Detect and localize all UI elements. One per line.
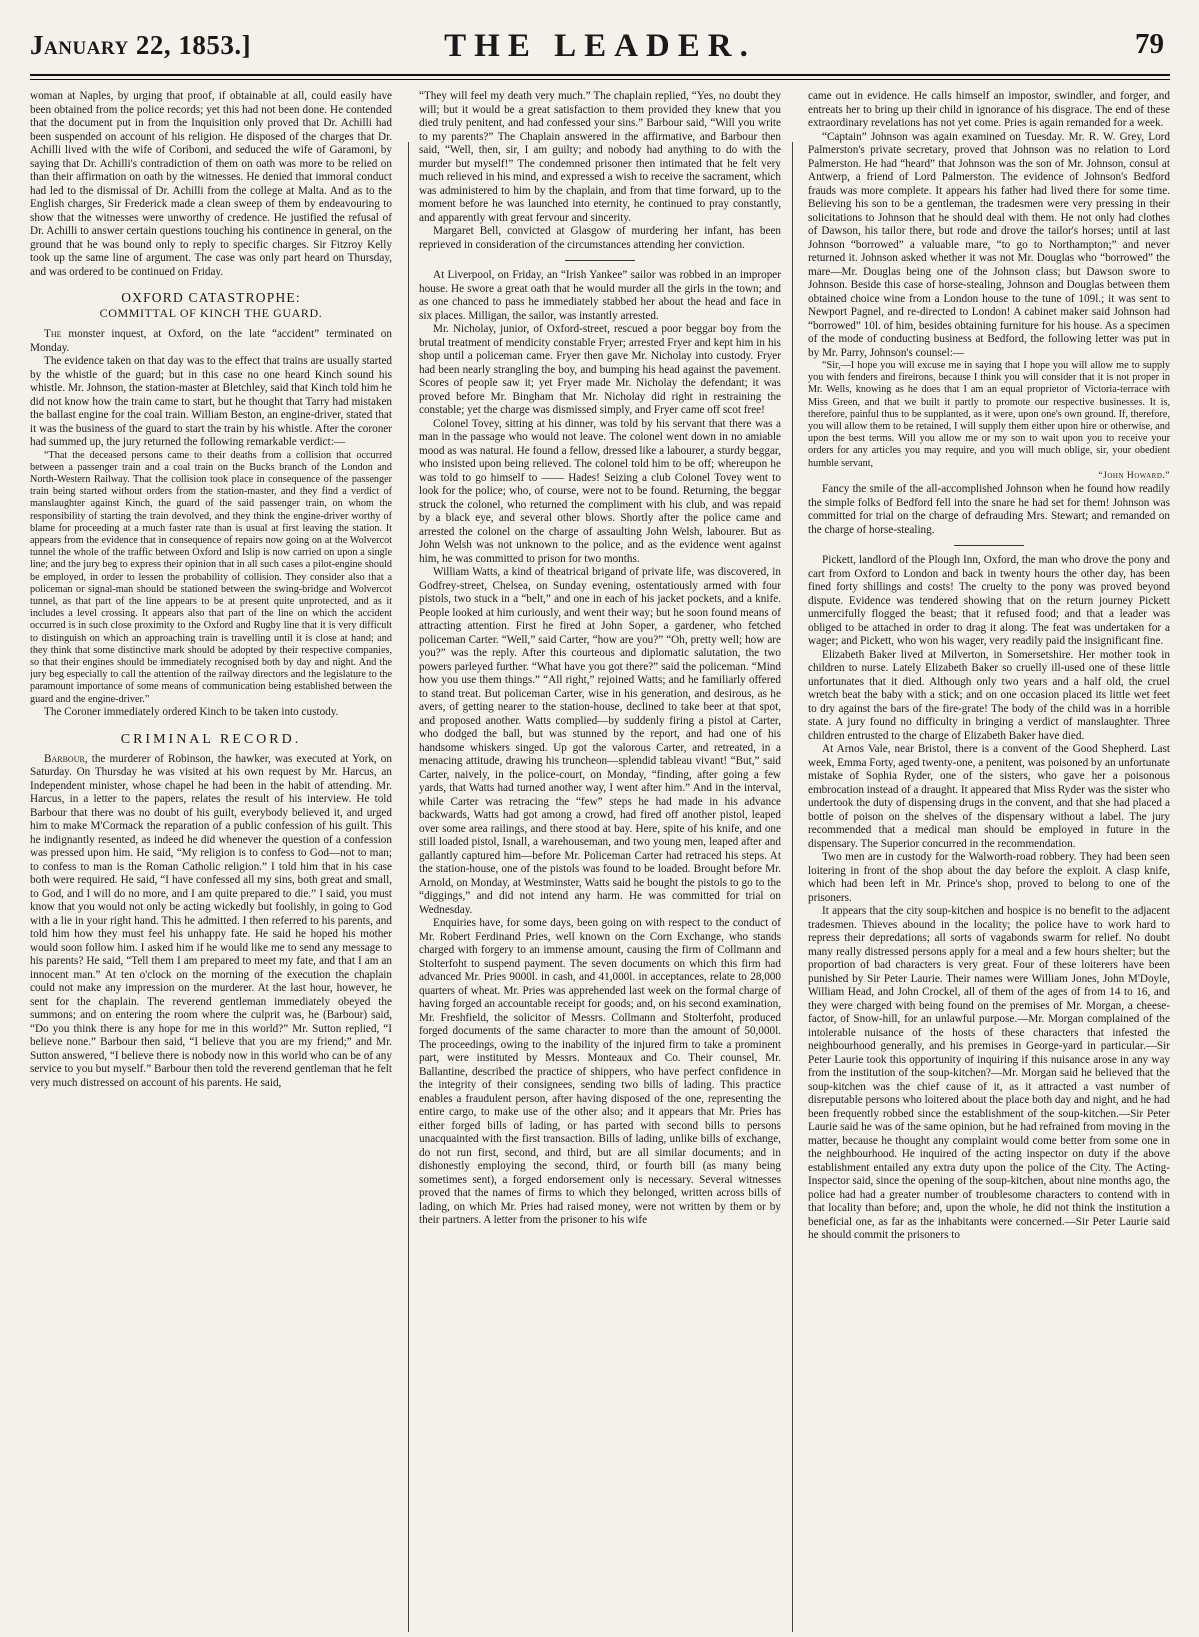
page-number: 79 (1135, 28, 1164, 60)
lead-word: The (44, 328, 62, 340)
letter-signature: “John Howard.” (1098, 470, 1170, 481)
column-3 (808, 90, 1170, 1620)
pries-paragraph: Enquiries have, for some days, been going on with respect to the conduct of Mr. Robert Ferdinand Pries, well known on the Corn Exchange, who stands charged with forgery to an immense amount, causing the firm of Collmann and Stolterfoht to suspend payment. The seven documents on which this firm had advanced Mr. Pries 9000l. in cash, and 41,000l. in acceptances, relate to 28,000 quarters of wheat. Mr. Pries was apprehended last week on the formal charge of having forged an accountable receipt for goods; and, on his second examination, Mr. Freshfield, the solicitor of Messrs. Collmann and Stolterfoht, produced forged documents of the same character to more than the amount of 50,000l. The proceedings, owing to the inability of the injured firm to take a prominent part, were instituted by Messrs. Monteaux and Co. Their counsel, Mr. Ballantine, described the practice of shippers, who have perfect confidence in the integrity of their consignees, sending two bills of lading. This practice enables a fraudulent person, after having disposed of the one, representing the entire cargo, to make use of the other also; and it appears that Mr. Pries has either forged bills of lading, or has parted with second bills to persons unacquainted with the first transaction. Bills of lading, unlike bills of exchange, do not run first, second, and third, but are all similar documents; and in dishonestly employing the second, third, or fourth bill (as many being sometimes sent), a forged endorsement only is necessary. Several witnesses proved that the names of firms to which they belonged, written across bills of lading, on which Mr. Pries had raised money, were not written by them or by their partners. A letter from the prisoner to his wife (419, 917, 781, 1226)
johnson-paragraph: “Captain” Johnson was again examined on Tuesday. Mr. R. W. Grey, Lord Palmerston's private secretary, proved that Johnson was no relation to Lord Palmerston. He had “heard” that Johnson was the son of Mr. Johnson, consul at Antwerp, a friend of Lord Palmerston. The evidence of Johnson's Bedford frauds was more complete. It appears his father had lived there for some time. Believing his son to be a gentleman, the tradesmen were very pressing in their solicitations to Johnson that he should deal with them. He not only had clothes of Dawson, his tailor there, but rode and drove the tailor's horses; until at last Johnson “borrowed” a valuable mare, “to go to Northampton;” and never returned it. Johnson asked whether it was not Mr. Douglas who “borrowed” the mare—Mr. Douglas being one of the Johnson class; but Dawson swore to Johnson. Beside this case of horse-stealing, Johnson and Douglas between them obtained choice wine from a London house to the tune of 109l.; it was sent to Newport Pagnel, and re-directed to London! A cabinet maker said Johnson had “borrowed” 10l. of him, besides obtaining furniture for his house. As a specimen of the mode of conducting business at Bedford, the following letter was put in by Mr. Parry, Johnson's counsel:— (808, 130, 1170, 359)
nicholay-paragraph: Mr. Nicholay, junior, of Oxford-street, rescued a poor beggar boy from the brutal treatment of mendicity constable Fryer; arrested Fryer and kept him in his shop until a policeman came. Fryer then gave Mr. Nicholay into custody. Fryer had been nearly strangling the boy, and bumping his head against the pavement. Scores of people saw it; yet Fryer made Mr. Nicholay the defendant; it was proved before Mr. Bingham that Mr. Nicholay did right in restraining the constable; yet the charge was dismissed simply, and Fryer came off scot free! (419, 323, 781, 416)
custody-paragraph: The Coroner immediately ordered Kinch to be taken into custody. (44, 705, 339, 718)
pries-continued-paragraph: came out in evidence. He calls himself an impostor, swindler, and forger, and entreats her to bring up their child in ignorance of his disgrace. The end of these extraordinary revelations has not yet come. Pries is again remanded for a week. (808, 90, 1170, 129)
article-subheading-kinch: COMMITTAL OF KINCH THE GUARD. (99, 305, 323, 320)
walworth-paragraph: Two men are in custody for the Walworth-road robbery. They had been seen loitering in front of the shop about the day before the exploit. A clasp knife, which had been left in Mr. Prince's shop, proved to belong to one of the prisoners. (808, 851, 1170, 904)
newspaper-title: THE LEADER. (444, 28, 756, 64)
header-rule (30, 74, 1170, 76)
achilli-case-paragraph: woman at Naples, by urging that proof, if obtainable at all, could easily have been obtained from the police records; yet this had not been done. He contended that the document put in from the Inquisition only proved that Dr. Achilli had been suspended on account of his religion. He disposed of the charges that Dr. Achilli lived with the wife of Coriboni, and seduced the wife of Garamoni, by saying that Dr. Achilli's contradiction of them on oath was more to be relied on than their affirmation on oath by the witnesses. He denied that immoral conduct had led to the dismissal of Dr. Achilli from the college at Malta. And as to the English charges, Sir Frederick made a clean sweep of them by endeavouring to show that the witnesses were unworthy of credence. He justified the refusal of Dr. Achilli to answer certain questions touching his continence in general, on the ground that he was bound only to reply to specific charges. Sir Fitzroy Kelly took up the same line of argument. The case was only part heard on Thursday, and was ordered to be continued on Friday. (30, 90, 392, 278)
howard-letter: “Sir,—I hope you will excuse me in saying that I hope you will allow me to supply you with fenders and fireirons, because I think you will consider that it is not proper in Mr. Wells, knowing as he does that I am an equal proprietor of Victoria-terrace with Miss Green, and that we built it partly to promote our respective businesses. It is, therefore, painful thus to be supplanted, as it were, upon one's own ground. If, therefore, you will allow them to be retained, I will supply them either upon hire or otherwise, and upon the best terms. Will you allow me or my son to wait upon you to receive your orders for any articles you may require, and you will much oblige, sir, your obedient humble servant, (808, 360, 1170, 469)
soup-kitchen-paragraph: It appears that the city soup-kitchen and hospice is no benefit to the adjacent tradesmen. Thieves abound in the locality; the police have to work hard to repress their depredations; all sorts of vagabonds swarm for relief. No doubt many really distressed persons apply for a meal and a few hours shelter; but the proportion of bad characters is very great. Four of these loiterers have been punished by Sir Peter Laurie. Their names were William Jones, John M'Doyle, William Head, and John Crockel, all of them of the ages of from 14 to 16, and they were charged with being found on the premises of Mr. Morgan, a cheese-factor, of Snow-hill, for an unlawful purpose.—Mr. Morgan complained of the intolerable nuisance of the hosts of these characters that infested the neighbourhood generally, and his premises in George-yard in particular.—Sir Peter Laurie took this opportunity of inquiring if this nuisance arose in any way from the institution of the soup-kitchen?—Mr. Morgan said he believed that the soup-kitchen was the chief cause of it, as it attracted a vast number of disreputable persons who loitered about the place both day and night, and he had been frequently robbed since the establishment of the soup-kitchen.—Sir Peter Laurie said he was of the same opinion, but he had refrained from moving in the matter, because he thought any complaint would come better from some one in the neighbourhood. He inquired of the acting inspector on duty if the above establishment entailed any extra duty upon the police of the City. The Acting-Inspector said, since the opening of the soup-kitchen, about nine months ago, the police had had a greater number of troublesome characters to contend with in that locality than before; and, upon the whole, he did not think the institution a beneficial one, as far as the inhabitants were concerned.—Sir Peter Laurie said he should commit the prisoners to (808, 905, 1170, 1242)
margaret-bell-paragraph: Margaret Bell, convicted at Glasgow of murdering her infant, has been reprieved in consideration of the circumstances attending her conviction. (419, 225, 781, 251)
watts-paragraph: William Watts, a kind of theatrical brigand of private life, was discovered, in Godfrey-street, Chelsea, on Sunday evening, ostentatiously armed with four pistols, two stuck in a “belt,” and one in each of his jacket pockets, and a knife. People looked at him curiously, and went their way; but he soon found means of attracting attention. First he fired at John Soper, a gardener, who fetched policeman Carter. “Well,” said Carter, “how are you?” “Oh, pretty well; how are you?” was the reply. After this courteous and diplomatic salutation, the two powers parleyed further. “What have you got there?” said the policeman. “Mind how you use them things.” “All right,” rejoined Watts; and he familiarly offered to stand treat. But policeman Carter, wise in his generation, and desirous, as he avers, of getting nearer to the station-house, declined to take beer at that spot, and proposed another. Watts complied—by suddenly firing a pistol at Carter, who dodged the ball, but was stunned by the report, and had one of his handsome whiskers singed. Up got the valorous Carter, and retreated, in a menacing attitude, drawing his truncheon—splendid tableau vivant! “But,” said Carter, naively, in the police-court, on Monday, “finding, after going a few yards, that Watts had turned another way, I went after him.” And in the interval, while Carter was retracing the “few” steps he had made in his advance backwards, Watts had got among a crowd, had fired off another pistol, leaped over some area railings, and there stood at bay. Here, spite of his knife, and one still loaded pistol, Isnall, a warehouseman, and two young men, leaped after and gallantly captured him—before Mr. Policeman Carter had retraced his steps. At the station-house, one of the pistols was found to be loaded. Brought before Mr. Arnold, on Monday, at Westminster, Watts said he bought the pistols to go to the “diggings,” and did not intend any harm. He was committed for trial on Wednesday. (419, 566, 781, 916)
article-columns (30, 90, 1170, 1620)
liverpool-paragraph: At Liverpool, on Friday, an “Irish Yankee” sailor was robbed in an improper house. He swore a great oath that he would murder all the girls in the town; and as one chanced to pass he immediately stabbed her about the head and face in six places. Milligan, the sailor, was instantly arrested. (419, 269, 781, 322)
separator-rule (954, 545, 1024, 546)
column-divider (408, 142, 409, 1632)
pickett-paragraph: Pickett, landlord of the Plough Inn, Oxford, the man who drove the pony and cart from Oxford to London and back in twenty hours the other day, has been fined forty shillings and costs! The cruelty to the pony was proved beyond dispute. Evidence was tendered showing that on the return journey Pickett unmercifully flogged the beast; that it refused food; and that a leader was obliged to be attached in order to drag it along. The feat was undertaken for a wager; and Pickett, who won his wager, very readily paid the insignificant fine. (808, 554, 1170, 648)
barbour-text: the murderer of Robinson, the hawker, was executed at York, on Saturday. On Thursday he was visited at his own request by Mr. Harcus, an Independent minister, whose chapel he had been in the habit of attending. Mr. Harcus, in a letter to the papers, relates the result of his interview. He told Barbour that there was no doubt of his guilt, everybody believed it, and urged him to make M'Cormack the reparation of a public confession of his guilt. This he indignantly resented, as indeed he did whenever the question of a confession was pressed upon him. He said, “My religion is to confess to God—not to man; to confess to man is the Roman Catholic religion.” I told him that in his case both were required. He said, “I have confessed all my sins, both great and small, to God, and I will do no more, and I am quite prepared to die.” I said, you must know that you would not only be acting wickedly but foolishly, in going to God with a lie in your right hand. This he admitted. I then referred to his parents, and told him how they must feel his unhappy fate. He said he hoped his mother would soon follow him. I asked him if he would like me to send any message to his parents? He said, “Tell them I am prepared to meet my fate, and that I am an innocent man.” At ten o'clock on the morning of the execution the chaplain could not make any impression on the murderer. At the last hour, however, he sent for the chaplain. The reverend gentleman immediately obeyed the summons; and on entering the room where the culprit was, he (Barbour) said, “Do you think there is any hope for me in this world?” Mr. Sutton replied, “I believe none.” Barbour then said, “I believe that you are my friend;” and Mr. Sutton answered, “I believe there is nobody now in this world who can be of any service to you but myself.” Barbour then told the reverend gentleman that he felt very much distressed on account of his parents. He said, (30, 752, 392, 1089)
elizabeth-baker-paragraph: Elizabeth Baker lived at Milverton, in Somersetshire. Her mother took in children to nurse. Lately Elizabeth Baker so cruelly ill-used one of these little unfortunates that it died. Although only two years and a half old, the cruel wretch beat the baby with a stick; and on one occasion placed its little wet feet to dry against the bars of the fire-grate! The body of the child was in a horrible state. A jury found no difficulty in bringing a verdict of manslaughter. Three children entrusted to the charge of Elizabeth Baker have died. (808, 648, 1170, 742)
barbour-paragraph (30, 753, 392, 1091)
evidence-paragraph: The evidence taken on that day was to the effect that trains are usually started by the whistle of the guard; but in this case no one heard Kinch sound his whistle. Mr. Johnson, the station-master at Bletchley, said that Kinch told him he did not know how the train came to start, but he thought that Tarry had mistaken the ballast engine for the coal train. William Beston, an engine-driver, stated that it was the business of the guard to start the train by his whistle. After the coroner had summed up, the jury returned the following remarkable verdict:— (30, 355, 392, 448)
column-divider (792, 142, 793, 1632)
column-1 (30, 90, 392, 1620)
tovey-paragraph: Colonel Tovey, sitting at his dinner, was told by his servant that there was a man in the passage who would not leave. The colonel went down in no amiable mood as was natural. He found a fellow, dressed like a labourer, a sturdy beggar, who insisted upon being relieved. The colonel told him to be off; whereupon he was told to go himself to —— Hades! Seizing a club Colonel Tovey went to look for the police; who, of course, were not to be found. Returning, the beggar struck the colonel, who returned the compliment with his club, and was repaid by a black eye, and several other blows. Shortly after the police came and arrested the colonel on the charge of assaulting John Welsh, labourer. But as John Welsh was not unknown to the police, and as the evidence went against him, he was committed to prison for two months. (419, 417, 781, 565)
verdict-quote: “That the deceased persons came to their deaths from a collision that occurred between a passenger train and a coal train on the Bucks branch of the London and North-Western Railway. That the collision took place in consequence of the passenger train being started without orders from the station-master, and they find a verdict of manslaughter against Kinch, the guard of the said passenger train, on whom the responsibility of starting the train devolved, and they think the engine-driver worthy of blame for proceeding at a much faster rate than is usual at first leaving the station. It appears from the evidence that in consequence of repairs now going on at the Wolvercot tunnel the whole of the traffic between Oxford and Islip is now carried on upon a single line; and the jury beg to express their opinion that in all such cases a pilot-engine should be employed, in order to lessen the probability of collision. They consider also that a policeman or signal-man should be stationed between the swing-bridge and Wolvercot tunnel, as that part of the line appears to be at present quite unprotected, and as it includes a level crossing. It appears also that part of the line on which the accident occurred is in such close proximity to the Oxford and Rugby line that it is very difficult to distinguish on which an approaching train is travelling until it is close at hand; and they think that some distinctive mark should be adopted by their respective companies, so that their engines should be immediately recognised both by day and night. And the jury beg especially to call the attention of the railway directors and the legislature to the paramount importance of some means of communication being established between the guard and the engine-driver.” (30, 449, 392, 705)
article-heading-oxford: OXFORD CATASTROPHE: (121, 290, 301, 305)
inquest-text: monster inquest, at Oxford, on the late “accident” terminated on Monday. (30, 328, 392, 354)
newspaper-page (30, 22, 1170, 1622)
masthead (30, 22, 1170, 74)
lead-word: Barbour, (44, 752, 88, 765)
section-heading-criminal-record: CRIMINAL RECORD. (120, 732, 302, 748)
bedford-paragraph: Fancy the smile of the all-accomplished Johnson when he found how readily the simple folks of Bedford fell into the snare he had set for them! Johnson was committed for trial on the charge of defrauding Mrs. Stewart; and remanded on the charge of horse-stealing. (808, 483, 1170, 536)
issue-date: January 22, 1853.] (30, 30, 252, 60)
arnos-vale-paragraph: At Arnos Vale, near Bristol, there is a convent of the Good Shepherd. Last week, Emma Forty, aged twenty-one, a penitent, was poisoned by an unfortunate mistake of Sophia Ryder, one of the sisters, who gave her a poisonous embrocation instead of a draught. It appeared that Miss Ryder was the sister who undertook the duty of dispensing drugs in the convent, and that she had placed a bottle of poison on the shelves of the dispensary without a label. The jury recommended that a medical man should be employed in future in the dispensary. The Superior concurred in the recommendation. (808, 743, 1170, 850)
header-rule-thin (30, 79, 1170, 80)
barbour-continued-paragraph: “They will feel my death very much.” The chaplain replied, “Yes, no doubt they will; but it would be a great satisfaction to them provided they knew that you died truly penitent, and had confessed your sins.” Barbour said, “Will you write to my parents?” The Chaplain answered in the affirmative, and Barbour then said, “Well, then, sir, I am guilty; and nobody had anything to do with the murder but myself!” The condemned prisoner then intimated that he felt very much relieved in his mind, and expressed a wish to receive the sacrament, which was administered to him by the chaplain, and from that time forward, up to the moment before he was launched into eternity, he continued to pray constantly, and apparently with great fervour and sincerity. (419, 90, 781, 224)
column-2 (419, 90, 781, 1620)
inquest-paragraph (30, 328, 392, 355)
separator-rule (565, 260, 635, 261)
